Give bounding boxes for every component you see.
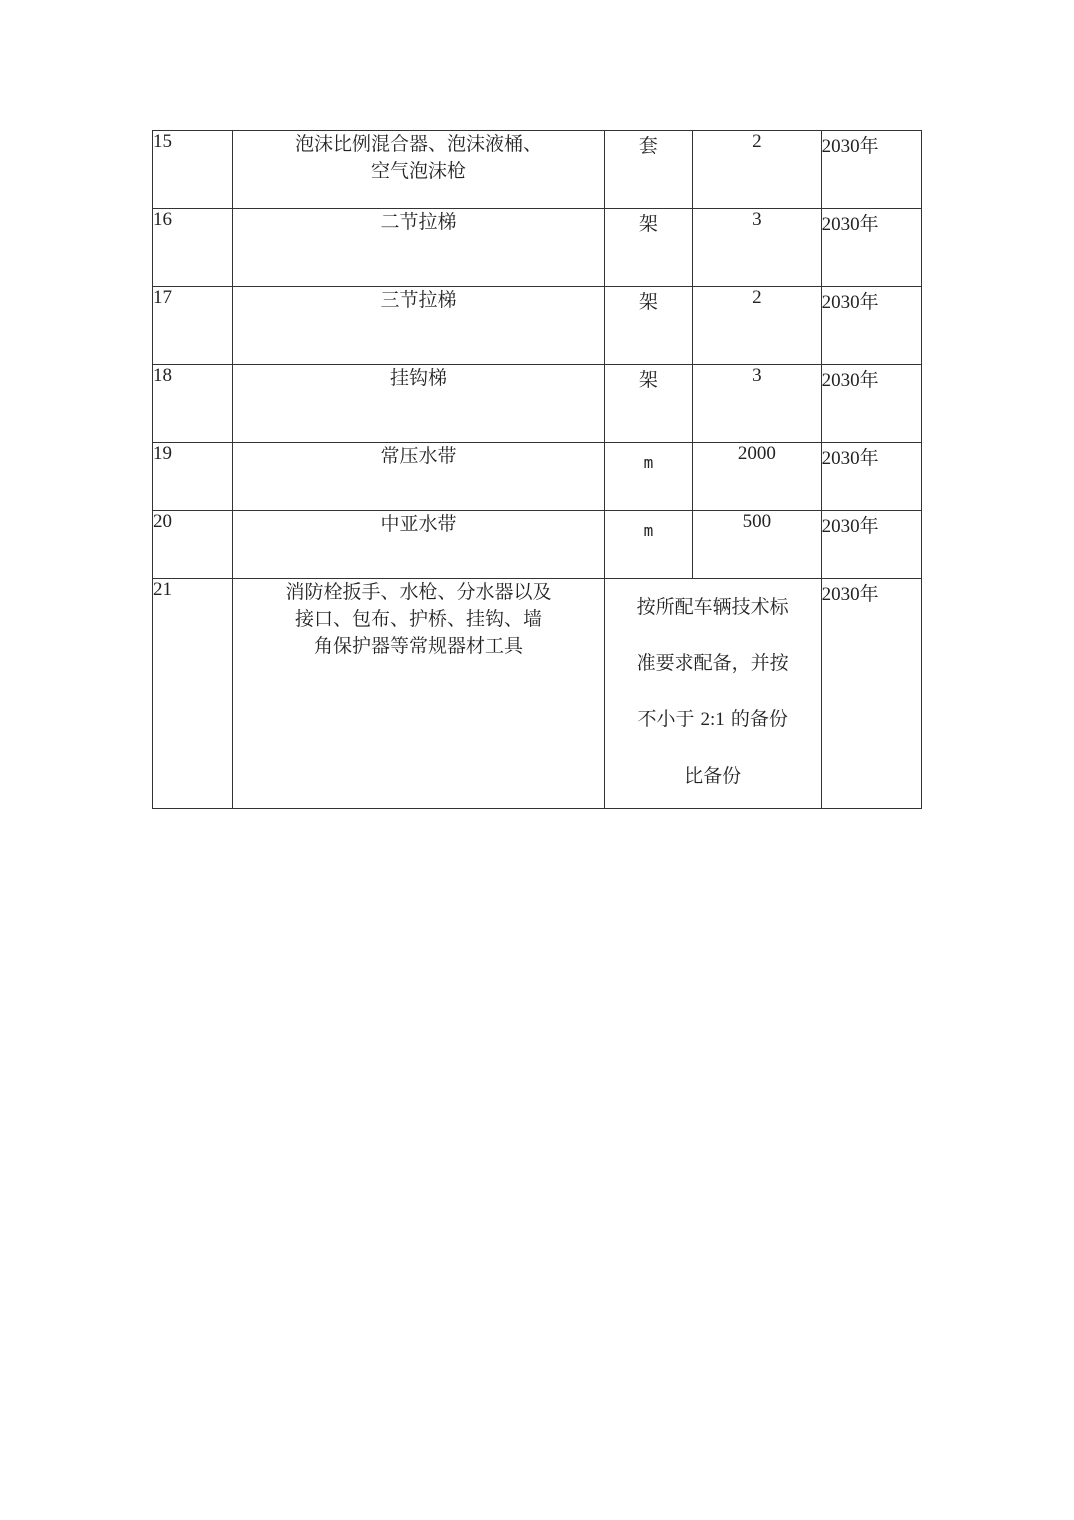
year-unit: 年 [859,515,879,537]
item-quantity: 500 [693,511,822,579]
row-number: 17 [153,287,233,365]
allocation-note [604,579,821,809]
year-value: 2030 [821,136,860,157]
row-number: 15 [153,131,233,209]
year-value: 2030 [821,370,860,391]
target-year [821,209,921,287]
item-quantity: 2000 [693,443,822,511]
note-line: 按所配车辆技术标 [636,596,789,618]
item-name: 挂钩梯 [233,365,604,443]
year-unit: 年 [859,291,879,313]
note-line [605,691,821,748]
year-unit: 年 [859,213,879,235]
item-unit: 架 [604,365,692,443]
year-value: 2030 [821,292,860,313]
item-unit: 架 [604,287,692,365]
item-name-text: 消防栓扳手、水枪、分水器以及 接口、包布、护桥、挂钩、墙 角保护器等常规器材工具 [285,582,552,657]
year-unit: 年 [859,447,879,469]
item-name [233,579,604,809]
table-row [153,511,922,579]
year-unit: 年 [859,369,879,391]
table-row [153,209,922,287]
item-name: 二节拉梯 [233,209,604,287]
row-number: 21 [153,579,233,809]
note-line: 准要求配备，并按 [636,652,789,674]
item-name: 三节拉梯 [233,287,604,365]
item-unit: 架 [604,209,692,287]
year-unit: 年 [859,135,879,157]
item-unit: 套 [604,131,692,209]
year-value: 2030 [821,516,860,537]
target-year [821,443,921,511]
note-text: 的备份 [724,708,788,730]
item-name: 中亚水带 [233,511,604,579]
table-row [153,287,922,365]
row-number: 18 [153,365,233,443]
table-row [153,131,922,209]
item-quantity: 2 [693,131,822,209]
item-quantity: 3 [693,365,822,443]
item-quantity: 3 [693,209,822,287]
equipment-table [152,130,922,809]
table-row [153,443,922,511]
note-line: 比备份 [684,765,742,787]
table-row [153,365,922,443]
year-unit: 年 [859,583,879,605]
table-row [153,579,922,809]
item-name [233,131,604,209]
target-year [821,287,921,365]
item-unit: m [604,511,692,579]
item-name: 常压水带 [233,443,604,511]
item-name-text: 泡沫比例混合器、泡沫液桶、 空气泡沫枪 [295,134,543,182]
target-year [821,579,921,809]
target-year [821,365,921,443]
target-year [821,511,921,579]
note-text: 不小于 [637,708,701,730]
item-unit: m [604,443,692,511]
year-value: 2030 [821,584,860,605]
row-number: 20 [153,511,233,579]
target-year [821,131,921,209]
row-number: 16 [153,209,233,287]
row-number: 19 [153,443,233,511]
year-value: 2030 [821,448,860,469]
note-ratio: 2:1 [700,709,725,730]
item-quantity: 2 [693,287,822,365]
year-value: 2030 [821,214,860,235]
